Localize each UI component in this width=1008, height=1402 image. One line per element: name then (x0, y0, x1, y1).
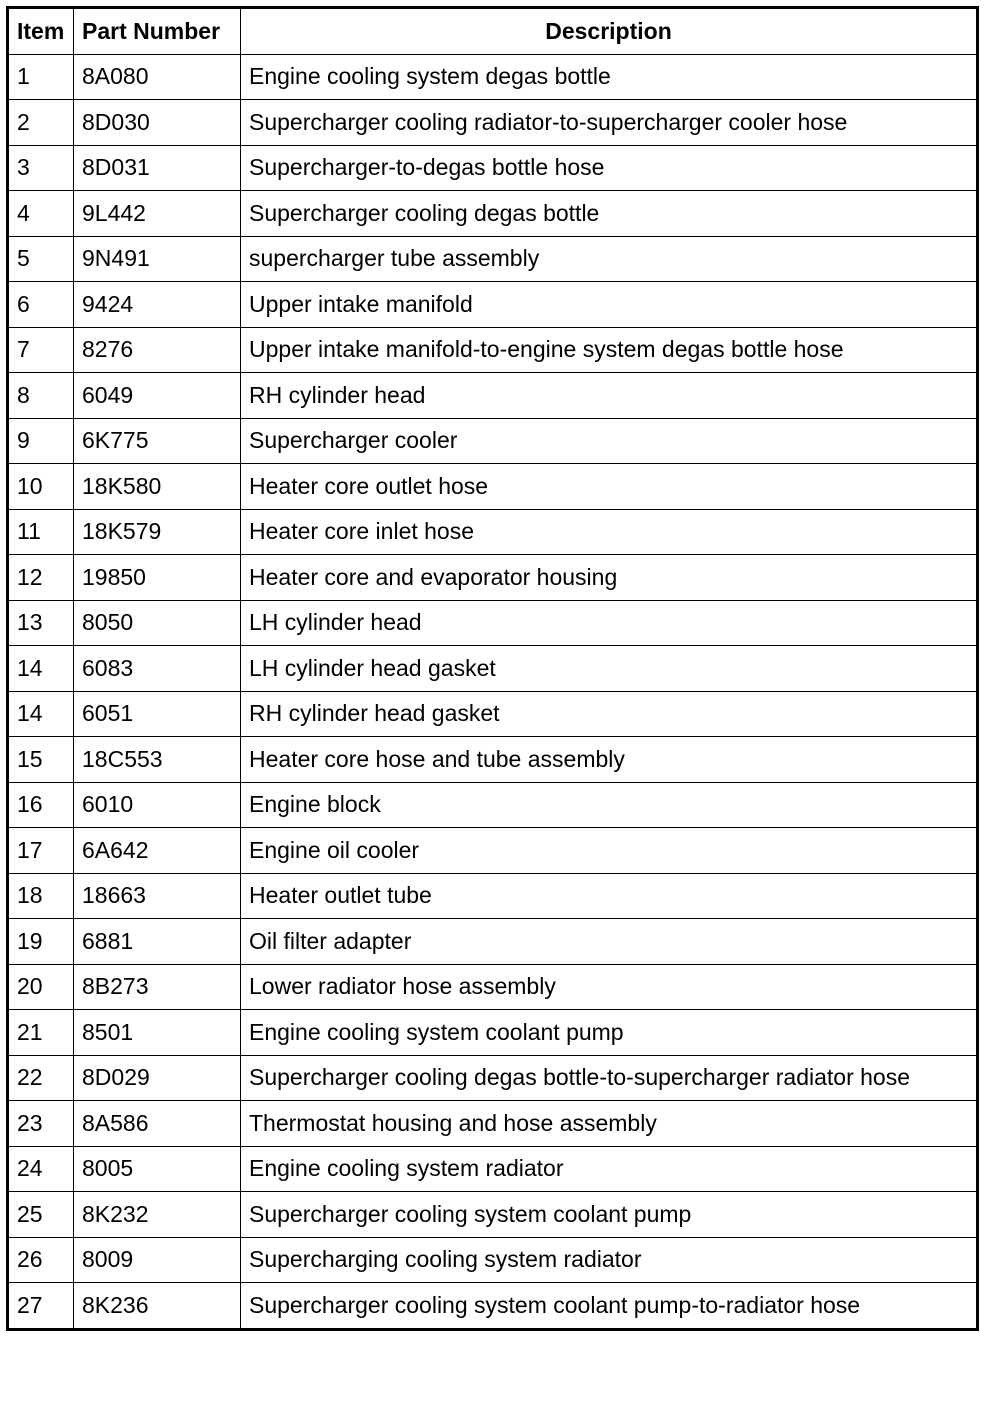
cell-description: Supercharger cooling system coolant pump-to-radiator hose (241, 1283, 978, 1330)
table-row (8, 737, 978, 783)
cell-description: Upper intake manifold (241, 282, 978, 328)
table-row (8, 1237, 978, 1283)
cell-description: RH cylinder head (241, 373, 978, 419)
cell-description: Engine block (241, 782, 978, 828)
parts-table (6, 6, 979, 1331)
cell-item: 16 (8, 782, 74, 828)
table-row (8, 54, 978, 100)
table-body (8, 54, 978, 1329)
cell-part-number: 6051 (74, 691, 241, 737)
cell-part-number: 9N491 (74, 236, 241, 282)
cell-description: Thermostat housing and hose assembly (241, 1101, 978, 1147)
cell-item: 10 (8, 464, 74, 510)
cell-description: Supercharger cooling radiator-to-supercharger cooler hose (241, 100, 978, 146)
table-row (8, 282, 978, 328)
cell-description: Supercharger cooling degas bottle-to-supercharger radiator hose (241, 1055, 978, 1101)
cell-part-number: 8501 (74, 1010, 241, 1056)
table-row (8, 919, 978, 965)
cell-description: LH cylinder head gasket (241, 646, 978, 692)
cell-item: 20 (8, 964, 74, 1010)
cell-item: 1 (8, 54, 74, 100)
cell-part-number: 8B273 (74, 964, 241, 1010)
cell-part-number: 18K579 (74, 509, 241, 555)
cell-part-number: 8D030 (74, 100, 241, 146)
cell-description: Heater core inlet hose (241, 509, 978, 555)
table-row (8, 555, 978, 601)
table-row (8, 100, 978, 146)
cell-item: 3 (8, 145, 74, 191)
table-row (8, 1055, 978, 1101)
table-row (8, 1146, 978, 1192)
cell-description: Heater outlet tube (241, 873, 978, 919)
cell-part-number: 9424 (74, 282, 241, 328)
cell-description: Engine cooling system coolant pump (241, 1010, 978, 1056)
cell-item: 15 (8, 737, 74, 783)
table-row (8, 418, 978, 464)
cell-description: Heater core hose and tube assembly (241, 737, 978, 783)
table-row (8, 327, 978, 373)
table-row (8, 191, 978, 237)
cell-item: 23 (8, 1101, 74, 1147)
cell-item: 27 (8, 1283, 74, 1330)
cell-part-number: 6010 (74, 782, 241, 828)
table-row (8, 1101, 978, 1147)
table-row (8, 1283, 978, 1330)
cell-part-number: 8A080 (74, 54, 241, 100)
table-row (8, 373, 978, 419)
table-row (8, 691, 978, 737)
header-part-number: Part Number (74, 8, 241, 55)
cell-description: Engine cooling system degas bottle (241, 54, 978, 100)
cell-part-number: 6049 (74, 373, 241, 419)
table-row (8, 873, 978, 919)
cell-item: 9 (8, 418, 74, 464)
cell-description: Lower radiator hose assembly (241, 964, 978, 1010)
cell-part-number: 9L442 (74, 191, 241, 237)
cell-item: 18 (8, 873, 74, 919)
cell-description: supercharger tube assembly (241, 236, 978, 282)
cell-description: Supercharger cooling system coolant pump (241, 1192, 978, 1238)
cell-description: Oil filter adapter (241, 919, 978, 965)
cell-item: 13 (8, 600, 74, 646)
header-item: Item (8, 8, 74, 55)
cell-item: 7 (8, 327, 74, 373)
cell-item: 17 (8, 828, 74, 874)
table-row (8, 964, 978, 1010)
header-description: Description (241, 8, 978, 55)
cell-description: Upper intake manifold-to-engine system degas bottle hose (241, 327, 978, 373)
table-row (8, 646, 978, 692)
cell-item: 2 (8, 100, 74, 146)
cell-description: Supercharger cooler (241, 418, 978, 464)
cell-part-number: 8009 (74, 1237, 241, 1283)
cell-part-number: 6K775 (74, 418, 241, 464)
cell-item: 25 (8, 1192, 74, 1238)
cell-description: Supercharger-to-degas bottle hose (241, 145, 978, 191)
cell-description: Supercharging cooling system radiator (241, 1237, 978, 1283)
cell-part-number: 8005 (74, 1146, 241, 1192)
cell-item: 5 (8, 236, 74, 282)
cell-description: LH cylinder head (241, 600, 978, 646)
cell-part-number: 8276 (74, 327, 241, 373)
cell-description: Heater core outlet hose (241, 464, 978, 510)
cell-item: 14 (8, 646, 74, 692)
cell-description: Heater core and evaporator housing (241, 555, 978, 601)
cell-item: 19 (8, 919, 74, 965)
cell-item: 22 (8, 1055, 74, 1101)
cell-item: 11 (8, 509, 74, 555)
cell-item: 24 (8, 1146, 74, 1192)
cell-part-number: 18663 (74, 873, 241, 919)
cell-item: 6 (8, 282, 74, 328)
table-row (8, 145, 978, 191)
cell-part-number: 8D031 (74, 145, 241, 191)
cell-part-number: 19850 (74, 555, 241, 601)
cell-item: 4 (8, 191, 74, 237)
cell-part-number: 8K232 (74, 1192, 241, 1238)
table-row (8, 1010, 978, 1056)
table-row (8, 600, 978, 646)
cell-description: RH cylinder head gasket (241, 691, 978, 737)
cell-part-number: 6881 (74, 919, 241, 965)
cell-part-number: 8K236 (74, 1283, 241, 1330)
table-row (8, 782, 978, 828)
cell-part-number: 8D029 (74, 1055, 241, 1101)
table-row (8, 464, 978, 510)
table-row (8, 236, 978, 282)
cell-description: Engine oil cooler (241, 828, 978, 874)
table-header-row (8, 8, 978, 55)
cell-part-number: 8A586 (74, 1101, 241, 1147)
table-row (8, 1192, 978, 1238)
cell-part-number: 18K580 (74, 464, 241, 510)
cell-item: 12 (8, 555, 74, 601)
cell-description: Supercharger cooling degas bottle (241, 191, 978, 237)
cell-item: 21 (8, 1010, 74, 1056)
cell-part-number: 18C553 (74, 737, 241, 783)
cell-part-number: 6083 (74, 646, 241, 692)
table-row (8, 509, 978, 555)
cell-part-number: 8050 (74, 600, 241, 646)
cell-part-number: 6A642 (74, 828, 241, 874)
cell-item: 8 (8, 373, 74, 419)
cell-item: 14 (8, 691, 74, 737)
table-row (8, 828, 978, 874)
cell-item: 26 (8, 1237, 74, 1283)
cell-description: Engine cooling system radiator (241, 1146, 978, 1192)
